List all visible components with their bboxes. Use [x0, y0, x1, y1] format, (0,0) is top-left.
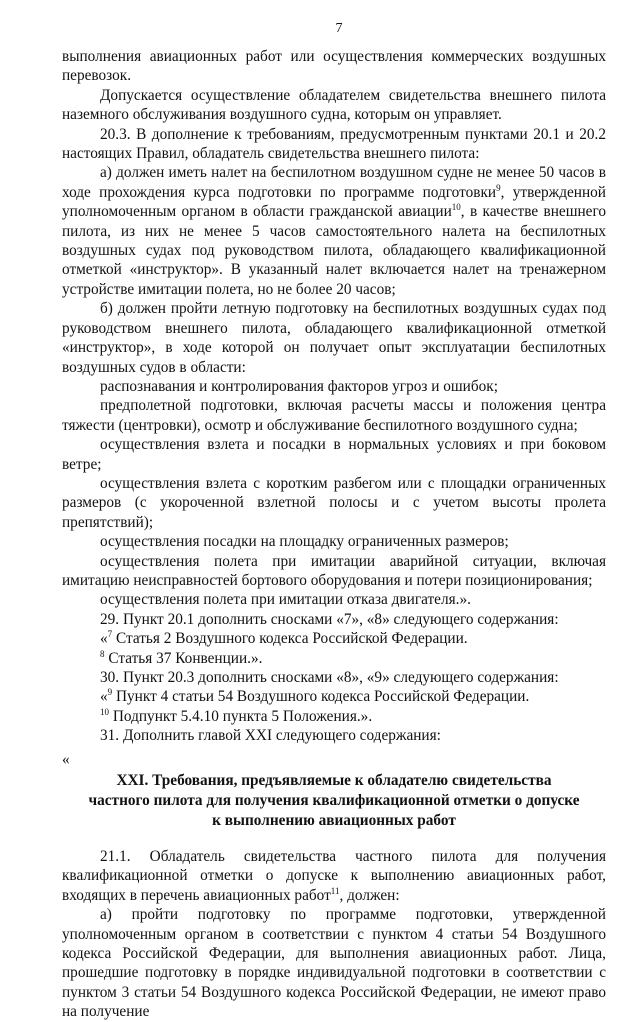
footnote-text: Подпункт 5.4.10 пункта 5 Положения.». — [109, 707, 373, 725]
page-number: 7 — [335, 21, 343, 36]
footnote-ref-11: 11 — [330, 885, 340, 896]
footnote-text: Пункт 4 статьи 54 Воздушного кодекса Российской Федерации. — [112, 688, 530, 706]
footnote-10 — [62, 707, 606, 726]
footnote-text: Статья 2 Воздушного кодекса Российской Федерации. — [112, 630, 468, 648]
list-item: осуществления взлета с коротким разбегом или с площадки ограниченных размеров (с укороченной взлетной полосы и с учетом высоты пролета препятствий); — [62, 474, 606, 531]
chapter-heading-line: XXI. Требования, предъявляемые к обладателю свидетельства — [116, 772, 552, 790]
item-a-part3: , в качестве внешнего пилота, из них не менее 5 часов самостоятельного налета на беспилотных воздушных судах под руководством пилота, обладающего квалификационной отметкой «инструктор». В указанный налет включается налет на тренажерном устройстве имитации полета, но не более 20 часов; — [62, 203, 606, 298]
point-30: 30. Пункт 20.3 дополнить сносками «8», «9» следующего содержания: — [100, 669, 559, 686]
footnote-ref-10: 10 — [451, 202, 461, 213]
footnote-number: 8 — [100, 648, 105, 659]
chapter-heading-line: к выполнению авиационных работ — [212, 812, 456, 830]
list-item: распознавания и контролирования факторов угроз и ошибок; — [100, 377, 498, 395]
paragraph-21-1-tail: , должен: — [339, 886, 400, 904]
footnote-text: Статья 37 Конвенции.». — [104, 649, 263, 667]
list-item: предполетной подготовки, включая расчеты массы и положения центра тяжести (центровки), осмотр и обслуживание беспилотного воздушного судна; — [62, 397, 606, 434]
footnote-ref-9: 9 — [496, 182, 501, 193]
item-a-part1: а) должен иметь налет на беспилотном воздушном судне не менее 50 часов в ходе прохождения курса подготовки по программе подготовки — [62, 164, 606, 201]
list-item: осуществления полета при имитации отказа двигателя.». — [100, 591, 471, 609]
paragraph-21-1-text: 21.1. Обладатель свидетельства частного пилота для получения квалификационной отметки о допуске к выполнению авиационных работ, входящих в перечень авиационных работ — [62, 848, 606, 904]
paragraph-ground-service: Допускается осуществление обладателем свидетельства внешнего пилота наземного обслуживания воздушного судна, которым он управляет. — [62, 86, 606, 124]
quote-mark: « — [100, 688, 108, 706]
item-b: б) должен пройти летную подготовку на беспилотных воздушных судах под руководством внешнего пилота, обладающего квалификационной отметкой «инструктор», в ходе которой он получает опыт эксплуатации беспилотных воздушных судов в области: — [62, 300, 606, 376]
footnote-9 — [62, 687, 606, 706]
point-31: 31. Дополнить главой XXI следующего содержания: — [100, 727, 441, 745]
footnote-number: 7 — [107, 629, 113, 640]
quote-mark: « — [100, 630, 108, 648]
footnote-7 — [62, 629, 606, 648]
paragraph-continuation: выполнения авиационных работ или осуществления коммерческих воздушных перевозок. — [62, 48, 606, 85]
paragraph-20-3: 20.3. В дополнение к требованиям, предусмотренным пунктами 20.1 и 20.2 настоящих Правил, обладатель свидетельства внешнего пилота: — [62, 125, 606, 163]
chapter-heading — [62, 771, 606, 831]
paragraph-21-1 — [62, 847, 606, 905]
item-a — [62, 163, 606, 299]
list-item: осуществления полета при имитации аварийной ситуации, включая имитацию неисправностей бортового оборудования и потери позиционирования; — [62, 552, 606, 589]
footnote-number: 9 — [107, 687, 113, 698]
item-a-part2: , утвержденной уполномоченным органом в области гражданской авиации — [62, 183, 606, 221]
chapter-heading-line: частного пилота для получения квалификационной отметки о допуске — [88, 792, 580, 810]
point-29: 29. Пункт 20.1 дополнить сносками «7», «8» следующего содержания: — [100, 610, 559, 628]
open-quote: « — [62, 750, 70, 768]
paragraph-21-1-a: а) пройти подготовку по программе подготовки, утвержденной уполномоченным органом в соответствии с пунктом 4 статьи 54 Воздушного кодекса Российской Федерации, для выполнения авиационных работ. Лица, прошедшие подготовку в порядке индивидуальной подготовки в соответствии с пунктом 3 статьи 54 Воздушного кодекса Российской Федерации, не имеют право на получение — [62, 906, 606, 1021]
footnote-number: 10 — [100, 706, 109, 717]
footnote-8 — [62, 649, 606, 668]
list-item: осуществления посадки на площадку ограниченных размеров; — [100, 533, 509, 551]
list-item: осуществления взлета и посадки в нормальных условиях и при боковом ветре; — [62, 436, 606, 473]
